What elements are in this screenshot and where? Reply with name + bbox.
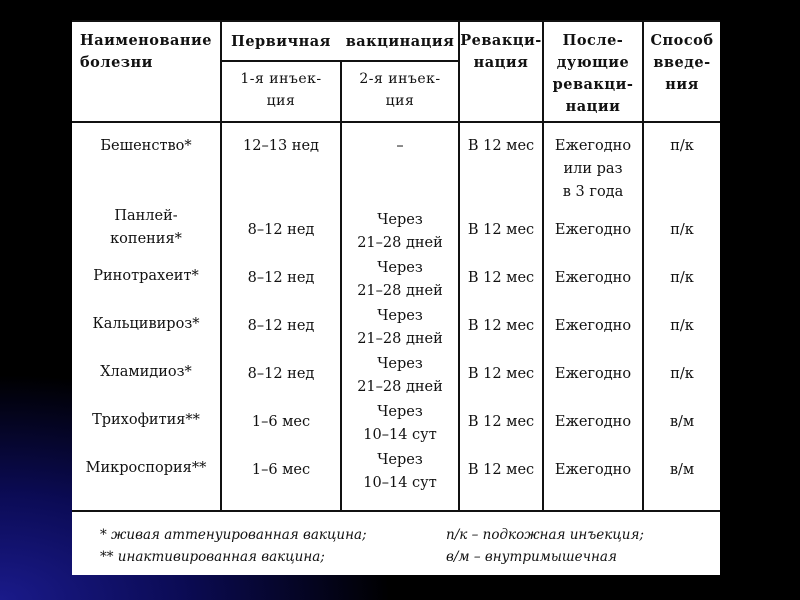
cell-subsequent-line: Ежегодно [554, 269, 632, 286]
header-disease-line: болезни [80, 54, 153, 71]
header-disease [80, 30, 214, 74]
cell-disease-line: Хламидиоз* [100, 363, 192, 380]
cell-injection-2-line: 21–28 дней [357, 235, 443, 251]
cell-injection-2-line: Через [377, 356, 423, 372]
header-subsequent-revaccinations-line: ревакци- [552, 76, 634, 93]
cell-subsequent-line: Ежегодно [554, 365, 632, 382]
header-injection-1-line: 1-я инъек- [240, 71, 322, 87]
footnote-intramuscular: в/м – внутримышечная [446, 549, 617, 565]
header-administration-method-line: введе- [653, 54, 711, 71]
cell-revaccination: В 12 мес [467, 365, 535, 382]
header-subsequent-revaccinations [544, 30, 642, 118]
cell-subsequent [544, 363, 642, 386]
header-bottom-border [72, 121, 720, 123]
cell-method: п/к [670, 269, 694, 286]
cell-injection-1: 8–12 нед [247, 365, 315, 382]
cell-subsequent-line: или раз [563, 161, 623, 177]
header-injection-2-line: 2-я инъек- [359, 71, 441, 87]
cell-disease-line: копения* [110, 231, 182, 247]
cell-injection-2 [342, 449, 458, 495]
cell-method: п/к [670, 138, 694, 154]
cell-disease [72, 135, 220, 158]
cell-subsequent [544, 219, 642, 242]
slide [72, 20, 720, 575]
cell-injection-2 [342, 353, 458, 399]
cell-injection-1: 8–12 нед [247, 221, 315, 238]
cell-subsequent-line: Ежегодно [554, 138, 632, 154]
cell-injection-1: 1–6 мес [251, 461, 311, 478]
footnote-live-vaccine: * живая аттенуированная вакцина; [100, 527, 367, 543]
cell-injection-2-line: Через [377, 308, 423, 324]
cell-disease-line: Трихофития** [92, 411, 200, 428]
cell-injection-2 [342, 257, 458, 303]
table-bottom-border [72, 510, 720, 512]
cell-injection-2-line: Через [377, 212, 423, 228]
cell-injection-2-line: Через [377, 404, 423, 420]
cell-revaccination: В 12 мес [467, 221, 535, 238]
cell-injection-1: 8–12 нед [247, 317, 315, 334]
cell-subsequent [544, 315, 642, 338]
cell-injection-2 [342, 305, 458, 351]
cell-method: в/м [669, 413, 695, 430]
cell-method: в/м [669, 461, 695, 478]
cell-disease-line: Ринотрахеит* [93, 267, 199, 284]
cell-disease [72, 313, 220, 336]
header-revaccination-line: Ревакци- [460, 32, 542, 49]
cell-subsequent-line: Ежегодно [554, 221, 632, 238]
cell-subsequent-line: Ежегодно [554, 317, 632, 334]
cell-injection-2 [342, 401, 458, 447]
header-subsequent-revaccinations-line: дующие [556, 54, 630, 71]
cell-disease-line: Микроспория** [85, 459, 207, 476]
header-revaccination-line: нация [473, 54, 529, 71]
cell-subsequent-line: в 3 года [562, 184, 624, 200]
cell-disease [72, 205, 220, 251]
cell-disease [72, 265, 220, 288]
cell-subsequent-line: Ежегодно [554, 413, 632, 430]
cell-revaccination: В 12 мес [467, 269, 535, 286]
cell-injection-2-line: 21–28 дней [357, 331, 443, 347]
cell-disease [72, 409, 220, 432]
header-injection-2-line: ция [385, 93, 415, 109]
cell-injection-2-line: 10–14 сут [363, 427, 437, 443]
table-top-border [72, 20, 720, 22]
cell-injection-2 [342, 209, 458, 255]
cell-subsequent [544, 135, 642, 204]
cell-disease-line: Бешенство* [100, 138, 192, 154]
cell-injection-1: 8–12 нед [247, 269, 315, 286]
subheader-border [222, 60, 458, 62]
header-injection-2 [342, 68, 458, 112]
footnote-inactivated-vaccine: ** инактивированная вакцина; [100, 549, 325, 565]
cell-injection-2-line: 10–14 сут [363, 475, 437, 491]
header-administration-method [644, 30, 720, 96]
cell-revaccination: В 12 мес [467, 413, 535, 430]
cell-injection-1: 12–13 нед [243, 138, 319, 154]
header-injection-1-line: ция [266, 93, 296, 109]
cell-injection-2-line: 21–28 дней [357, 283, 443, 299]
cell-disease [72, 457, 220, 480]
header-revaccination [460, 30, 542, 74]
cell-injection-1: 1–6 мес [251, 413, 311, 430]
vaccination-table [72, 20, 720, 575]
cell-method: п/к [670, 365, 694, 382]
cell-subsequent [544, 411, 642, 434]
header-primary-vaccination: вакцинация [345, 33, 455, 50]
cell-disease [72, 361, 220, 384]
header-administration-method-line: ния [665, 76, 699, 93]
cell-injection-2-line: Через [377, 260, 423, 276]
cell-revaccination: В 12 мес [467, 461, 535, 478]
cell-injection-2-line: 21–28 дней [357, 379, 443, 395]
cell-injection-2-line: – [396, 138, 404, 154]
cell-method: п/к [670, 317, 694, 334]
header-subsequent-revaccinations-line: После- [562, 32, 624, 49]
header-disease-line: Наименование [80, 32, 213, 49]
cell-injection-2 [342, 135, 458, 158]
cell-disease-line: Кальцивироз* [92, 315, 200, 332]
cell-subsequent-line: Ежегодно [554, 461, 632, 478]
cell-revaccination: В 12 мес [467, 138, 535, 154]
header-administration-method-line: Способ [650, 32, 714, 49]
cell-revaccination: В 12 мес [467, 317, 535, 334]
header-primary-vaccination: Первичная [231, 33, 331, 50]
cell-injection-2-line: Через [377, 452, 423, 468]
cell-subsequent [544, 459, 642, 482]
header-injection-1 [222, 68, 340, 112]
footnote-subcutaneous: п/к – подкожная инъекция; [446, 527, 644, 543]
cell-subsequent [544, 267, 642, 290]
header-subsequent-revaccinations-line: нации [565, 98, 621, 115]
cell-method: п/к [670, 221, 694, 238]
cell-disease-line: Панлей- [114, 208, 178, 224]
